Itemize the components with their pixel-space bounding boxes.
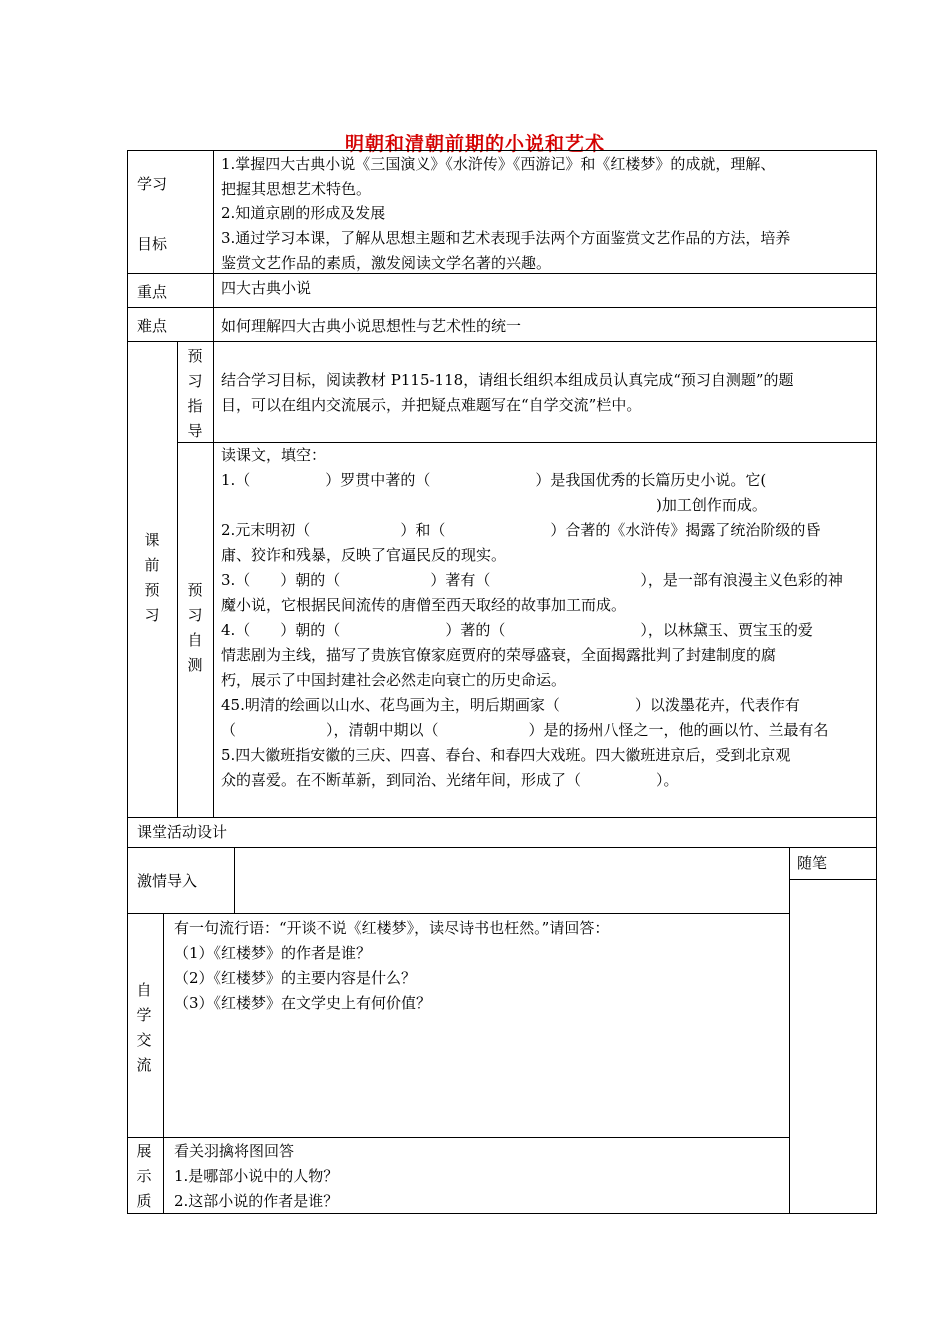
test-line: 魔小说，它根据民间流传的唐僧至西天取经的故事加工而成。 xyxy=(221,596,627,614)
test-line: 45.明清的绘画以山水、花鸟画为主，明后期画家（ ）以泼墨花卉，代表作有 xyxy=(221,696,800,714)
test-line: 庸、狡诈和残暴，反映了官逼民反的现实。 xyxy=(221,546,507,564)
objective-1a: 1.掌握四大古典小说《三国演义》《水浒传》《西游记》和《红楼梦》的成就，理解、 xyxy=(221,155,776,173)
self-study-line: （1）《红楼梦》的作者是谁？ xyxy=(174,944,372,962)
test-line: 3.（ ）朝的（ ）著有（ ），是一部有浪漫主义色彩的神 xyxy=(221,571,843,589)
test-line: 情悲剧为主线，描写了贵族官僚家庭贾府的荣辱盛衰，全面揭露批判了封建制度的腐 xyxy=(221,646,777,664)
preview-guide-line-1: 结合学习目标，阅读教材 P115-118，请组长组织本组成员认真完成“预习自测题”的题 xyxy=(221,371,794,389)
display-line: 2.这部小说的作者是谁？ xyxy=(174,1192,339,1210)
test-line: )加工创作而成。 xyxy=(221,496,767,514)
self-study-line: 有一句流行语：“开谈不说《红楼梦》，读尽诗书也枉然。”请回答： xyxy=(174,919,610,937)
key-point-value: 四大古典小说 xyxy=(221,279,312,297)
difficulty-label: 难点 xyxy=(137,317,168,335)
test-line: 众的喜爱。在不断革新，到同治、光绪年间，形成了（ ）。 xyxy=(221,771,679,789)
display-line: 1.是哪部小说中的人物？ xyxy=(174,1167,339,1185)
test-line: 朽，展示了中国封建社会必然走向衰亡的历史命运。 xyxy=(221,671,567,689)
page-title: 明朝和清朝前期的小说和艺术 xyxy=(344,133,605,155)
preview-label: 课前预习 xyxy=(144,531,160,624)
test-line: （ ），清朝中期以（ ）是的扬州八怪之一，他的画以竹、兰最有名 xyxy=(221,721,829,739)
objective-3a: 3.通过学习本课，了解从思想主题和艺术表现手法两个方面鉴赏文艺作品的方法，培养 xyxy=(221,229,791,247)
intro-label: 激情导入 xyxy=(137,872,198,890)
objectives-label-1: 学习 xyxy=(137,175,168,193)
display-label: 展示质 xyxy=(136,1142,152,1210)
objective-2: 2.知道京剧的形成及发展 xyxy=(221,204,386,222)
activity-label: 课堂活动设计 xyxy=(137,823,228,841)
display-line: 看关羽擒将图回答 xyxy=(174,1142,295,1160)
objective-3b: 鉴赏文艺作品的素质，激发阅读文学名著的兴趣。 xyxy=(221,254,552,272)
objectives-label-2: 目标 xyxy=(137,235,168,253)
preview-guide-label: 预习指导 xyxy=(187,347,203,440)
test-line: 读课文，填空： xyxy=(221,446,327,464)
preview-guide-line-2: 目，可以在组内交流展示，并把疑点难题写在“自学交流”栏中。 xyxy=(221,396,642,414)
self-study-line: （3）《红楼梦》在文学史上有何价值？ xyxy=(174,994,432,1012)
self-study-label: 自学交流 xyxy=(136,981,152,1074)
test-line: 2.元末明初（ ）和（ ）合著的《水浒传》揭露了统治阶级的昏 xyxy=(221,521,821,539)
test-line: 5.四大徽班指安徽的三庆、四喜、春台、和春四大戏班。四大徽班进京后，受到北京观 xyxy=(221,746,791,764)
preview-test-label: 预习自测 xyxy=(187,581,203,674)
key-point-label: 重点 xyxy=(137,283,168,301)
test-line: 1.（ ）罗贯中著的（ ）是我国优秀的长篇历史小说。它( xyxy=(221,471,767,489)
test-line: 4.（ ）朝的（ ）著的（ ），以林黛玉、贾宝玉的爱 xyxy=(221,621,813,639)
difficulty-value: 如何理解四大古典小说思想性与艺术性的统一 xyxy=(221,317,522,335)
objective-1b: 把握其思想艺术特色。 xyxy=(221,180,372,198)
self-study-line: （2）《红楼梦》的主要内容是什么？ xyxy=(174,969,417,987)
notes-label: 随笔 xyxy=(797,854,828,872)
